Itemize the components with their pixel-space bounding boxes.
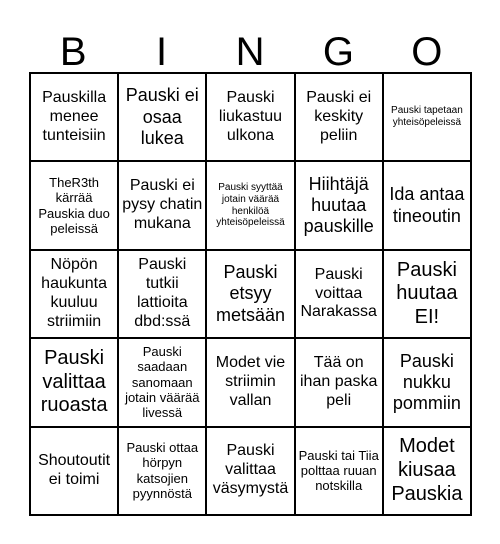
cell-text: Pauski valittaa ruoasta [40, 347, 108, 417]
bingo-header [29, 28, 471, 72]
cell-text: Hiihtäjä huutaa pauskille [303, 173, 374, 237]
cell-text: Pauski huutaa EI! [396, 258, 458, 328]
cell-text: Pauski tutkii lattioita dbd:ssä [134, 256, 191, 330]
bingo-cell[interactable] [206, 73, 294, 161]
bingo-cell[interactable] [383, 338, 471, 426]
bingo-cell[interactable] [295, 161, 383, 249]
bingo-cell[interactable] [383, 161, 471, 249]
bingo-cell[interactable] [295, 73, 383, 161]
cell-text: Pauski etsyy metsään [215, 262, 286, 325]
cell-text: Pauski ei osaa lukea [125, 85, 199, 148]
cell-text: Pauski valittaa väsymystä [212, 442, 289, 498]
header-letter-b: B [59, 30, 87, 74]
cell-text: Tää on ihan paska peli [300, 354, 378, 409]
cell-text: Modet kiusaa Pauskia [391, 435, 463, 505]
cell-text: Pauski ottaa hörpyn katsojien pyynnöstä [126, 440, 199, 502]
cell-text: Pauski liukastuu ulkona [218, 88, 283, 144]
bingo-cell[interactable] [383, 250, 471, 338]
header-letter-g: G [322, 30, 354, 74]
bingo-cell[interactable] [206, 161, 294, 249]
cell-text: TheR3th kärrää Pauskia duo peleissä [38, 174, 110, 236]
bingo-cell[interactable] [30, 250, 118, 338]
cell-text: Pauski syyttää jotain väärää henkilöä yhteisöpeleissä [216, 182, 285, 229]
header-letter-n: N [235, 30, 265, 74]
cell-text: Ida antaa tineoutin [389, 184, 465, 226]
bingo-cell[interactable] [30, 73, 118, 161]
bingo-cell[interactable] [118, 338, 206, 426]
bingo-cell[interactable] [206, 250, 294, 338]
bingo-cell[interactable] [206, 338, 294, 426]
bingo-cell[interactable] [30, 338, 118, 426]
cell-text: Pauski nukku pommiin [392, 350, 461, 413]
bingo-cell[interactable] [295, 338, 383, 426]
bingo-cell[interactable] [118, 250, 206, 338]
header-letter-i: I [156, 30, 168, 74]
cell-text: Pauski tai Tiia polttaa ruuan notskilla [298, 447, 379, 494]
cell-text: Nöpön haukunta kuuluu striimiin [41, 256, 108, 330]
bingo-grid [29, 72, 472, 516]
cell-text: Modet vie striimin vallan [215, 354, 286, 409]
bingo-cell[interactable] [30, 161, 118, 249]
bingo-cell[interactable] [118, 73, 206, 161]
cell-text: Pauski ei pysy chatin mukana [122, 177, 203, 233]
bingo-cell[interactable] [383, 73, 471, 161]
cell-text: Pauski ei keskity peliin [306, 88, 372, 144]
bingo-cell[interactable] [295, 427, 383, 515]
header-letter-o: O [411, 30, 443, 74]
bingo-cell[interactable] [206, 427, 294, 515]
cell-text: Pauskilla menee tunteisiin [42, 88, 107, 144]
cell-text: Pauski voittaa Narakassa [300, 265, 377, 321]
cell-text: Shoutoutit ei toimi [38, 451, 111, 488]
cell-text: Pauski saadaan sanomaan jotain väärää livessä [125, 344, 200, 421]
bingo-cell[interactable] [383, 427, 471, 515]
bingo-cell[interactable] [118, 161, 206, 249]
cell-text: Pauski tapetaan yhteisöpeleissä [391, 105, 463, 129]
bingo-cell[interactable] [295, 250, 383, 338]
bingo-cell[interactable] [118, 427, 206, 515]
bingo-cell[interactable] [30, 427, 118, 515]
